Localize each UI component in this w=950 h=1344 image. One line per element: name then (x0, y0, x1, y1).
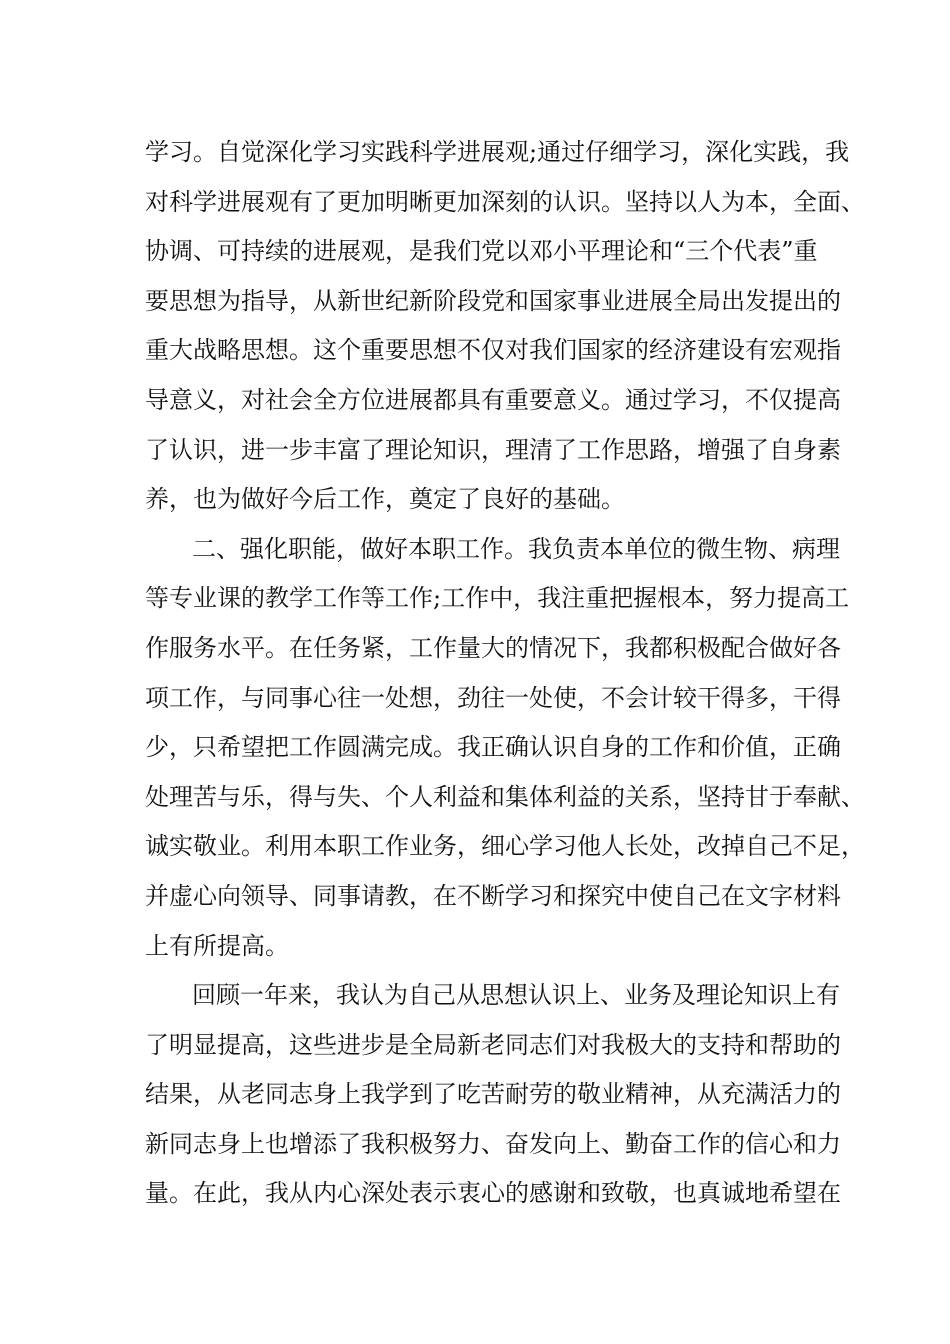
text-line: 上有所提高。 (145, 931, 289, 960)
paragraph-2 (145, 525, 865, 971)
text-line: 对科学进展观有了更加明晰更加深刻的认识。坚持以人为本，全面、 (145, 187, 865, 216)
text-line: 重大战略思想。这个重要思想不仅对我们国家的经济建设有宏观指 (145, 336, 841, 365)
text-line: 养，也为做好今后工作，奠定了良好的基础。 (145, 485, 625, 514)
text-line: 少，只希望把工作圆满完成。我正确认识自身的工作和价值，正确 (145, 733, 841, 762)
text-line: 等专业课的教学工作等工作;工作中，我注重把握根本，努力提高工 (145, 584, 850, 613)
text-line: 二、强化职能，做好本职工作。我负责本单位的微生物、病理 (192, 534, 840, 563)
paragraph-1 (145, 128, 865, 525)
text-line: 新同志身上也增添了我积极努力、奋发向上、勤奋工作的信心和力 (145, 1129, 841, 1158)
document-body (145, 128, 865, 1219)
text-line: 要思想为指导，从新世纪新阶段党和国家事业进展全局出发提出的 (145, 286, 841, 315)
paragraph-3 (145, 971, 841, 1219)
text-line: 回顾一年来，我认为自己从思想认识上、业务及理论知识上有 (192, 981, 840, 1010)
text-line: 了认识，进一步丰富了理论知识，理清了工作思路，增强了自身素 (145, 435, 841, 464)
text-line: 诚实敬业。利用本职工作业务，细心学习他人长处，改掉自己不足， (145, 832, 865, 861)
text-line: 量。在此，我从内心深处表示衷心的感谢和致敬，也真诚地希望在 (145, 1179, 841, 1208)
text-line: 了明显提高，这些进步是全局新老同志们对我极大的支持和帮助的 (145, 1030, 841, 1059)
text-line: 结果，从老同志身上我学到了吃苦耐劳的敬业精神，从充满活力的 (145, 1080, 841, 1109)
text-line: 作服务水平。在任务紧，工作量大的情况下，我都积极配合做好各 (145, 633, 841, 662)
text-line: 处理苦与乐，得与失、个人利益和集体利益的关系，坚持甘于奉献、 (145, 782, 865, 811)
text-line: 协调、可持续的进展观，是我们党以邓小平理论和“三个代表”重 (145, 237, 818, 266)
text-line: 学习。自觉深化学习实践科学进展观;通过仔细学习，深化实践，我 (145, 138, 850, 166)
text-line: 并虚心向领导、同事请教，在不断学习和探究中使自己在文字材料 (145, 881, 841, 910)
text-line: 导意义，对社会全方位进展都具有重要意义。通过学习，不仅提高 (145, 385, 841, 414)
text-line: 项工作，与同事心往一处想，劲往一处使，不会计较干得多，干得 (145, 683, 841, 712)
